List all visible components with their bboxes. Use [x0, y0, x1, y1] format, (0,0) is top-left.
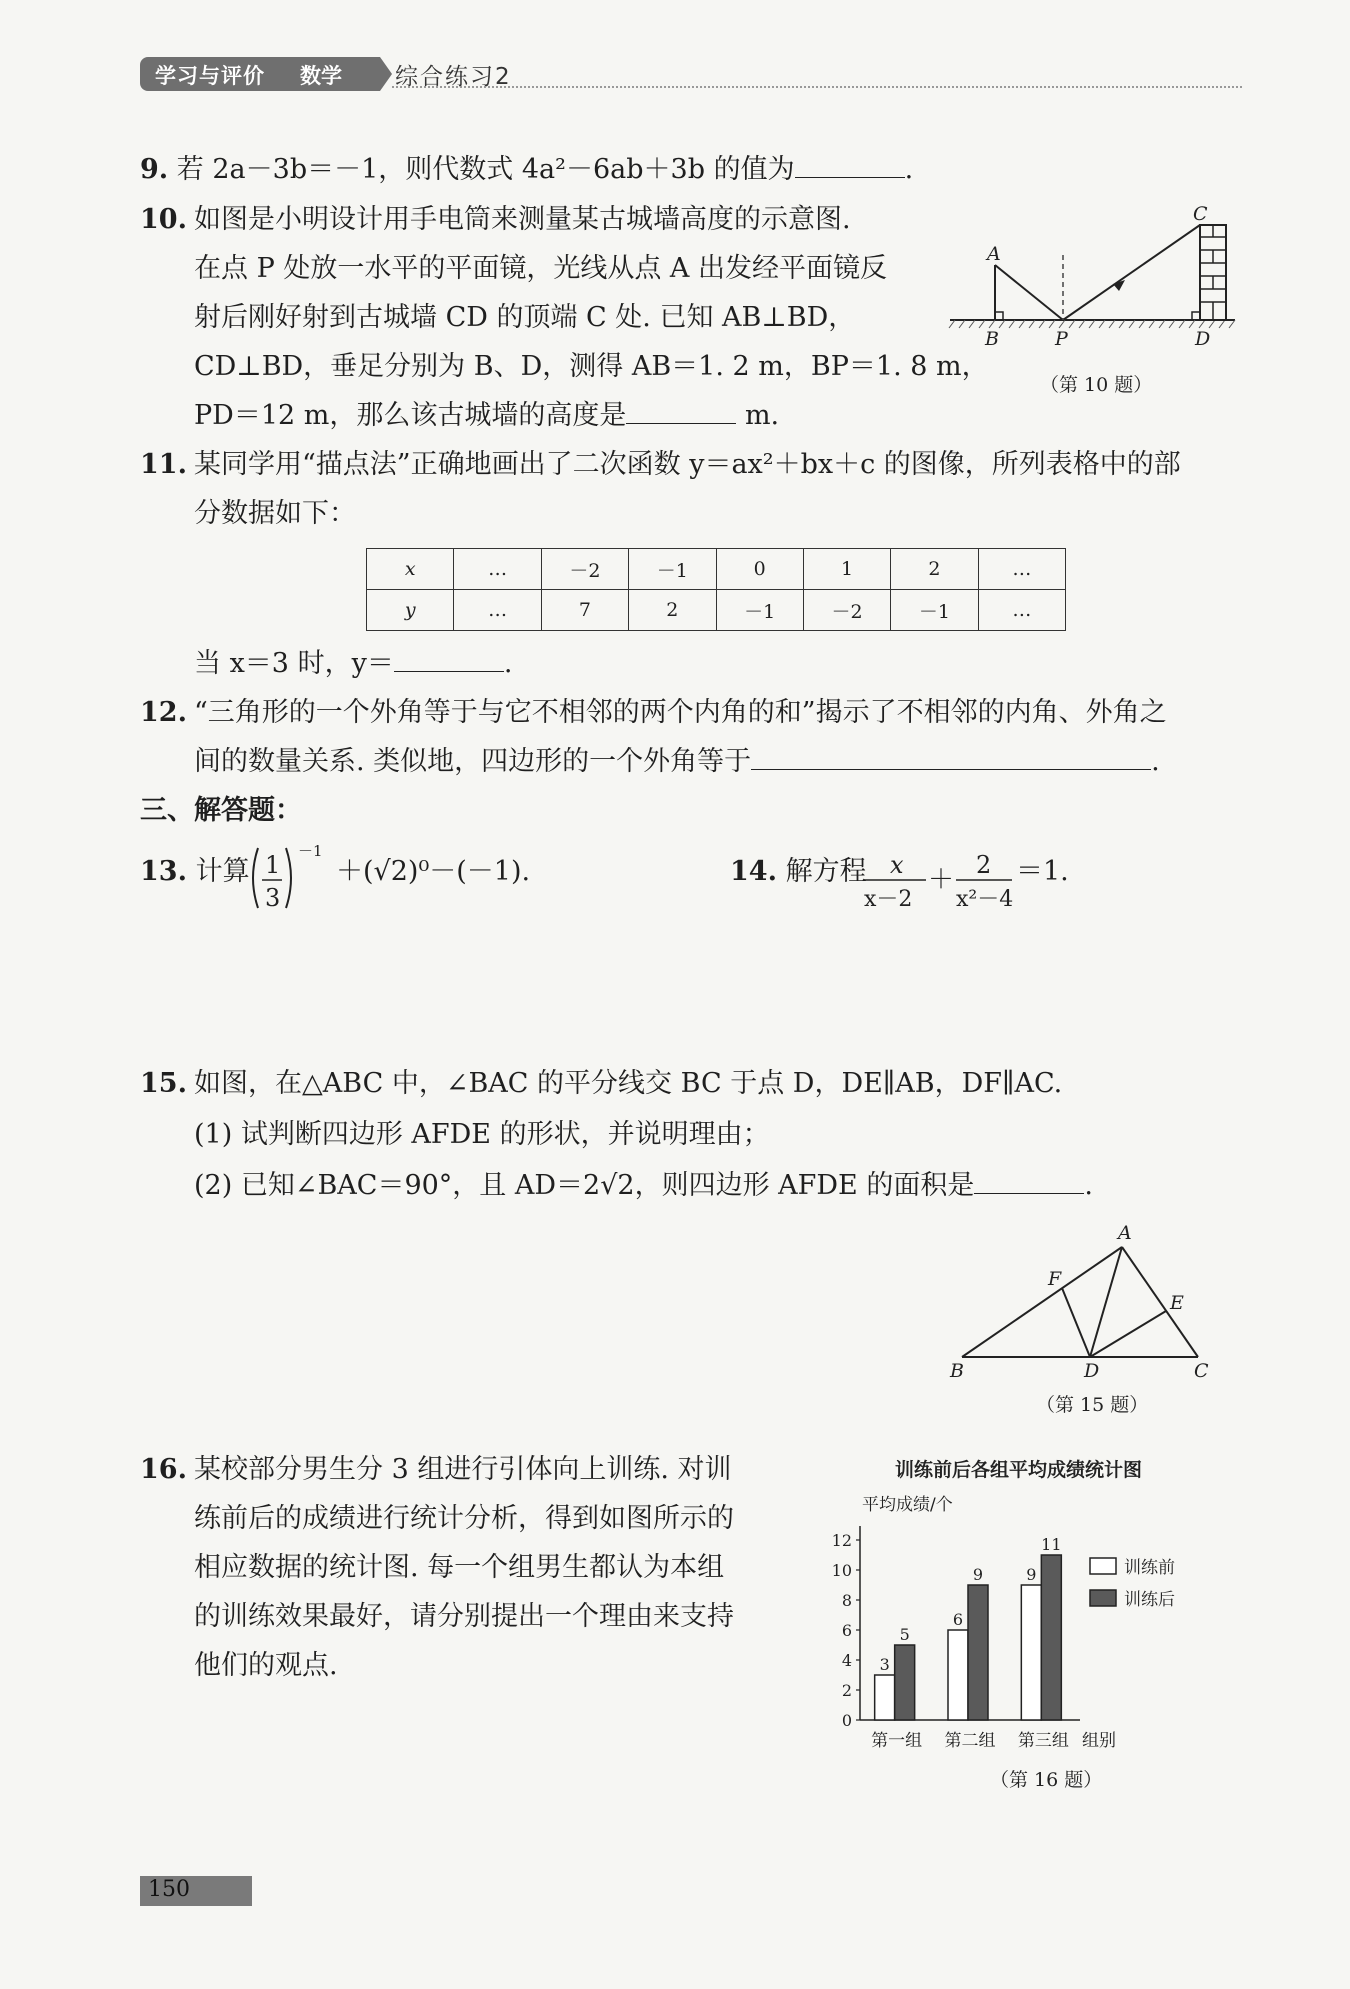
y-tick-label: 2 [841, 1681, 852, 1700]
question-16-line-5: 他们的观点. [194, 1650, 338, 1681]
header-arrow [380, 57, 392, 91]
question-text: 计算 [195, 856, 250, 887]
data-label: 5 [899, 1625, 910, 1644]
question-16-line-2: 练前后的成绩进行统计分析，得到如图所示的 [194, 1503, 734, 1534]
fraction-denominator: 3 [265, 884, 281, 912]
label-F: F [1048, 1268, 1062, 1290]
data-label: 9 [972, 1565, 984, 1584]
question-10-number [140, 196, 187, 244]
question-16-line-4: 的训练效果最好，请分别提出一个理由来支持 [194, 1601, 734, 1632]
fraction-numerator: x [890, 851, 904, 879]
question-text: 解方程 [785, 856, 867, 887]
question-number: 11. [140, 449, 187, 480]
bar-训练前 [948, 1630, 968, 1720]
legend-swatch [1090, 1590, 1116, 1606]
label-C: C [1193, 203, 1208, 225]
section-heading: 三、解答题： [140, 795, 302, 826]
question-number: 14. [730, 856, 777, 887]
label-B: B [950, 1360, 964, 1382]
question-16-number [140, 1446, 187, 1494]
figure-10-caption: （第 10 题） [1040, 374, 1153, 396]
chart-title: 训练前后各组平均成绩统计图 [895, 1459, 1143, 1481]
legend-swatch [1090, 1558, 1116, 1574]
question-10-line-4: CD⊥BD，垂足分别为 B、D，测得 AB＝1. 2 m，BP＝1. 8 m， [194, 351, 989, 382]
y-tick-label: 4 [841, 1651, 852, 1670]
answer-blank[interactable] [394, 645, 504, 672]
figure-16-caption: （第 16 题） [990, 1769, 1103, 1791]
bar-训练前 [875, 1675, 895, 1720]
y-tick-label: 6 [841, 1621, 852, 1640]
x-axis-label: 组别 [1082, 1731, 1116, 1751]
label-P: P [1055, 328, 1068, 350]
question-number: 9. [140, 154, 169, 185]
answer-blank[interactable] [751, 743, 1151, 770]
table-cell: … [978, 549, 1065, 590]
q13-fraction [248, 838, 338, 918]
bar-训练后 [895, 1645, 915, 1720]
question-15-line-2: (1) 试判断四边形 AFDE 的形状，并说明理由； [194, 1119, 770, 1150]
table-cell: 2 [629, 590, 716, 631]
question-12-line-1: “三角形的一个外角等于与它不相邻的两个内角的和”揭示了不相邻的内角、外角之 [194, 697, 1167, 728]
y-axis-label: 平均成绩/个 [862, 1495, 953, 1515]
question-11-ask [194, 640, 512, 688]
label-E: E [1170, 1292, 1184, 1314]
data-label: 11 [1041, 1535, 1062, 1554]
label-C: C [1194, 1360, 1209, 1382]
question-13-rest: ＋(√2)⁰－(－1). [336, 856, 531, 887]
y-tick-label: 12 [831, 1531, 852, 1550]
question-number: 16. [140, 1454, 187, 1485]
figure-10 [945, 200, 1245, 350]
question-text: 间的数量关系. 类似地，四边形的一个外角等于 [194, 746, 752, 777]
label-A: A [987, 243, 1001, 265]
question-text: PD＝12 m，那么该古城墙的高度是 [194, 400, 627, 431]
page-number: 150 [148, 1877, 190, 1902]
answer-blank[interactable] [795, 151, 905, 178]
table-cell: … [978, 590, 1065, 631]
table-row [367, 549, 1066, 590]
table-row [367, 590, 1066, 631]
q14-fractions [862, 838, 1014, 918]
question-number: 12. [140, 697, 187, 728]
label-D: D [1084, 1360, 1100, 1382]
question-10-line-5 [194, 392, 779, 440]
question-end: . [1151, 746, 1160, 777]
exponent: －1 [298, 842, 323, 860]
question-end: . [1084, 1170, 1093, 1201]
data-label: 3 [879, 1655, 890, 1674]
y-tick-label: 0 [841, 1711, 852, 1730]
legend-label: 训练后 [1124, 1590, 1175, 1610]
label-B: B [985, 328, 999, 350]
question-text: (2) 已知∠BAC＝90°，且 AD＝2√2，则四边形 AFDE 的面积是 [194, 1170, 975, 1201]
header-subject: 数学 [300, 64, 342, 88]
question-15-line-1: 如图，在△ABC 中，∠BAC 的平分线交 BC 于点 D，DE∥AB，DF∥AC. [194, 1068, 1063, 1099]
bar-训练后 [1041, 1555, 1061, 1720]
question-10-line-1: 如图是小明设计用手电筒来测量某古城墙高度的示意图. [194, 204, 851, 235]
table-cell: －1 [891, 590, 978, 631]
bar-训练后 [968, 1585, 988, 1720]
question-text: 若 2a－3b＝－1，则代数式 4a²－6ab＋3b 的值为 [176, 154, 795, 185]
question-11-line-2: 分数据如下： [194, 498, 356, 529]
fraction-denominator: x²－4 [956, 887, 1014, 912]
question-12-number [140, 689, 187, 737]
question-14-rest: ＝1. [1016, 856, 1069, 887]
question-15-number [140, 1060, 187, 1108]
header-divider [392, 86, 1242, 88]
y-tick-label: 10 [831, 1561, 852, 1580]
data-label: 9 [1026, 1565, 1037, 1584]
x-tick-label: 第二组 [944, 1731, 996, 1751]
table-cell: y [367, 590, 454, 631]
legend-label: 训练前 [1124, 1558, 1175, 1578]
question-16-line-1: 某校部分男生分 3 组进行引体向上训练. 对训 [194, 1454, 732, 1485]
bar-训练前 [1021, 1585, 1041, 1720]
figure-15-caption: （第 15 题） [1036, 1394, 1149, 1416]
table-cell: … [454, 549, 541, 590]
question-13 [140, 848, 250, 896]
question-15-line-3 [194, 1162, 1093, 1210]
question-11-line-1: 某同学用“描点法”正确地画出了二次函数 y＝ax²＋bx＋c 的图像，所列表格中的部 [194, 449, 1181, 480]
question-text: 当 x＝3 时，y＝ [194, 648, 394, 679]
table-cell: 1 [803, 549, 890, 590]
question-end: . [503, 648, 513, 679]
question-end: . [904, 154, 914, 185]
question-14 [730, 848, 867, 896]
y-tick-label: 8 [841, 1591, 852, 1610]
table-cell: －1 [716, 590, 803, 631]
label-D: D [1195, 328, 1211, 350]
bar-chart [820, 1480, 1240, 1780]
question-number: 10. [140, 204, 187, 235]
fraction-numerator: 2 [976, 851, 992, 879]
answer-blank[interactable] [974, 1167, 1084, 1194]
table-cell: 0 [716, 549, 803, 590]
answer-blank[interactable] [626, 397, 736, 424]
question-11-number [140, 441, 187, 489]
data-label: 6 [952, 1610, 964, 1629]
fraction-numerator: 1 [265, 851, 281, 879]
question-number: 13. [140, 856, 187, 887]
question-16-line-3: 相应数据的统计图. 每一个组男生都认为本组 [194, 1552, 725, 1583]
value-table [366, 548, 1066, 631]
x-tick-label: 第三组 [1017, 1731, 1069, 1751]
question-9 [140, 146, 913, 194]
table-cell: 7 [541, 590, 628, 631]
table-cell: 2 [891, 549, 978, 590]
question-number: 15. [140, 1068, 187, 1099]
question-12-line-2 [194, 738, 1160, 786]
table-cell: x [367, 549, 454, 590]
table-cell: －1 [629, 549, 716, 590]
header-book-title: 学习与评价 [155, 64, 265, 88]
table-cell: －2 [541, 549, 628, 590]
x-tick-label: 第一组 [871, 1731, 923, 1751]
plus-sign: ＋ [928, 865, 955, 895]
fraction-denominator: x－2 [864, 887, 913, 912]
figure-15 [950, 1222, 1210, 1382]
label-A: A [1118, 1222, 1132, 1244]
question-10-line-2: 在点 P 处放一水平的平面镜，光线从点 A 出发经平面镜反 [194, 253, 887, 284]
table-cell: … [454, 590, 541, 631]
unit-text: m. [744, 400, 780, 431]
question-10-line-3: 射后刚好射到古城墙 CD 的顶端 C 处. 已知 AB⊥BD， [194, 302, 856, 333]
header-section: 综合练习2 [395, 64, 512, 90]
table-cell: －2 [803, 590, 890, 631]
